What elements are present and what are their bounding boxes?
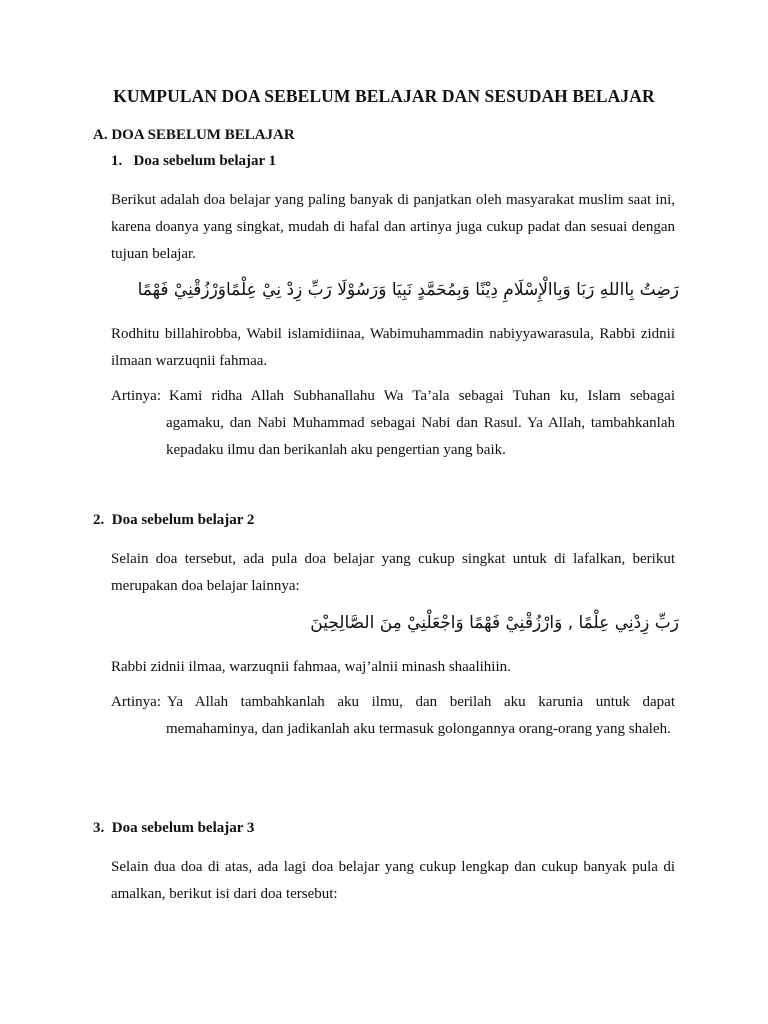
item-2-artinya-line1: Ya Allah tambahkanlah aku ilmu, dan berilah aku karunia untuk dapat (167, 694, 675, 710)
item-1-arabic: رَضِتُ بِااللهِ رَبَا وَبِاالْإِسْلَامِ دِيْنًا وَبِمُحَمَّدٍ نَبِيَا وَرَسُوْلَا رَبِّ زِدْ نِيْ عِلْمًاوَرْزُقْنِيْ فَهْمًا (137, 280, 679, 300)
item-1-intro: Berikut adalah doa belajar yang paling banyak di panjatkan oleh masyarakat muslim saat ini, karena doanya yang singkat, mudah di hafal dan artinya juga cukup padat dan sesuai dengan tujuan belajar. (111, 192, 675, 262)
item-2-latin: Rabbi zidnii ilmaa, warzuqnii fahmaa, waj’alnii minash shaalihiin. (111, 659, 511, 675)
item-1-artinya-label: Artinya: (111, 388, 161, 404)
item-2-artinya-label: Artinya: (111, 694, 161, 710)
item-3-heading: 3. Doa sebelum belajar 3 (93, 820, 255, 836)
item-1-artinya-line1: Kami ridha Allah Subhanallahu Wa Ta’ala sebagai Tuhan ku, Islam sebagai (169, 388, 675, 404)
item-2-intro: Selain doa tersebut, ada pula doa belajar yang cukup singkat untuk di lafalkan, berikut merupakan doa belajar lainnya: (111, 551, 675, 594)
item-1-heading: 1. Doa sebelum belajar 1 (111, 153, 277, 169)
page-title: KUMPULAN DOA SEBELUM BELAJAR DAN SESUDAH BELAJAR (113, 86, 655, 106)
item-2-artinya-rest: memahaminya, dan jadikanlah aku termasuk golongannya orang-orang yang shaleh. (166, 721, 671, 737)
item-3-intro: Selain dua doa di atas, ada lagi doa belajar yang cukup lengkap dan cukup banyak pula di amalkan, berikut isi dari doa tersebut: (111, 859, 675, 902)
item-1-latin: Rodhitu billahirobba, Wabil islamidiinaa, Wabimuhammadin nabiyyawarasula, Rabbi zidnii ilmaan warzuqnii fahmaa. (111, 326, 675, 369)
item-1-artinya-rest: agamaku, dan Nabi Muhammad sebagai Nabi dan Rasul. Ya Allah, tambahkanlah kepadaku ilmu dan berikanlah aku pengertian yang baik. (166, 415, 675, 458)
item-2-heading: 2. Doa sebelum belajar 2 (93, 512, 255, 528)
item-2-arabic: رَبِّ زِدْنِي عِلْمًا , وَارْزُقْنِيْ فَهْمًا وَاجْعَلْنِيْ مِنَ الصَّالِحِيْنَ (310, 613, 679, 633)
section-heading-a: A. DOA SEBELUM BELAJAR (93, 127, 295, 143)
